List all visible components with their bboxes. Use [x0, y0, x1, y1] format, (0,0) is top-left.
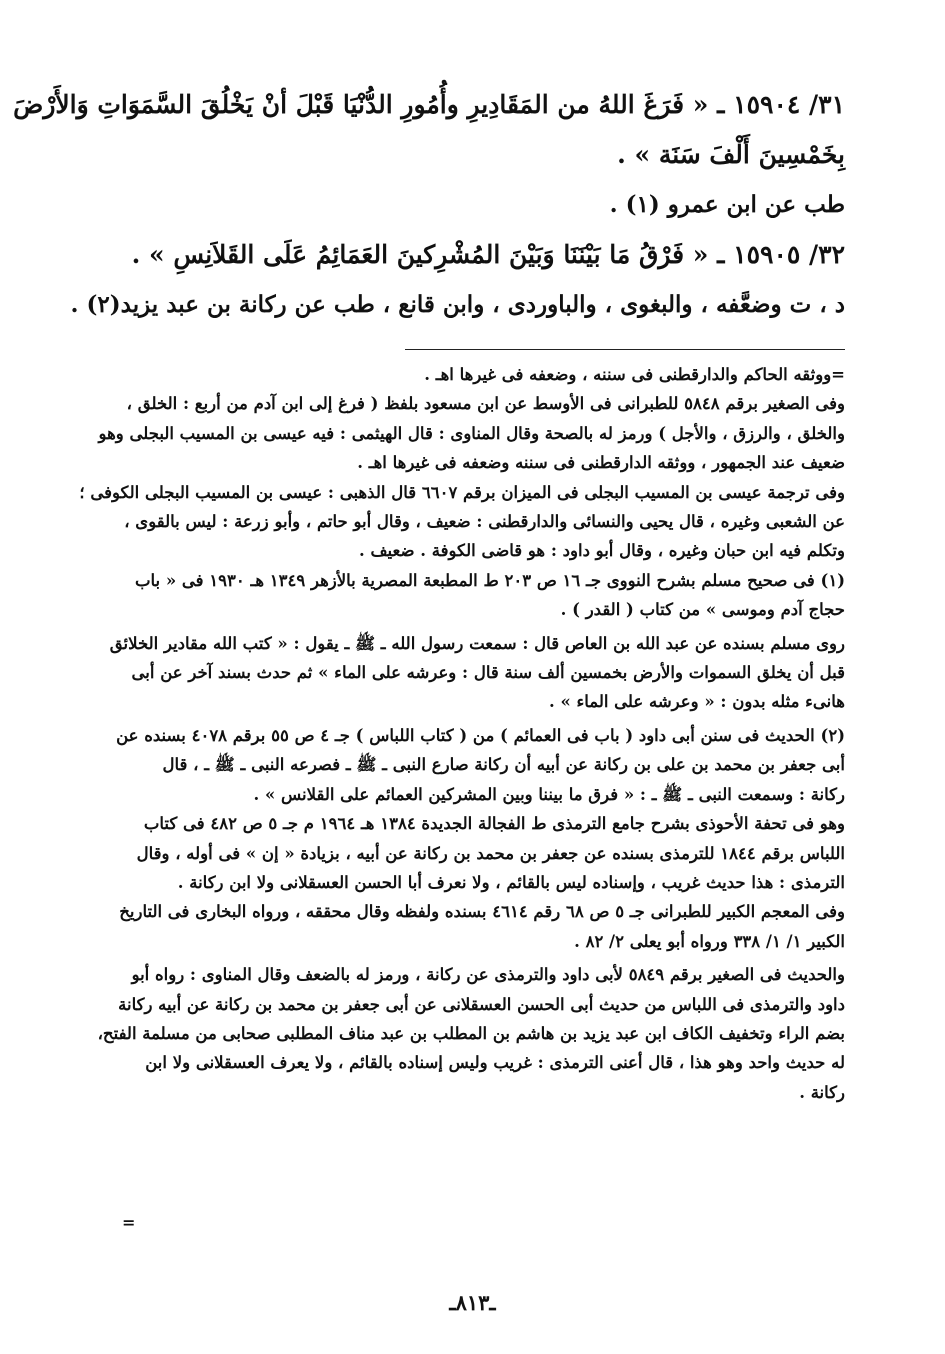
footnote-line: (١) فى صحيح مسلم بشرح النووى جـ ١٦ ص ٢٠٣ ط المطبعة المصرية بالأزهر ١٣٤٩ هـ ١٩٣٠ فى « باب [134, 570, 845, 590]
footnote-line: وهو فى تحفة الأحوذى بشرح جامع الترمذى ط الفجالة الجديدة ١٣٨٤ هـ ١٩٦٤ م جـ ٥ ص ٤٨٢ فى كتاب [143, 814, 845, 834]
footnote-line: أبى جعفر بن محمد بن على بن ركانة عن أبيه أن ركانة صارع النبى ـ ﷺ ـ فصرعه النبى ـ ﷺ ـ ، قال [162, 755, 845, 775]
footnote-line: وفى ترجمة عيسى بن المسيب البجلى فى الميزان برقم ٦٦٠٧ قال الذهبى : عيسى بن المسيب البجلى الكوفى ؛ [79, 482, 845, 502]
footnote-separator [405, 349, 845, 350]
hadith-15904-source: طب عن ابن عمرو (١) . [609, 191, 845, 218]
footnote-line: الترمذى : هذا حديث غريب ، وإسناده ليس بالقائم ، ولا نعرف أبا الحسن العسقلانى ولا ابن ركانة . [177, 872, 845, 892]
footnote-line: والحديث فى الصغير برقم ٥٨٤٩ لأبى داود والترمذى عن ركانة ، ورمز له بالضعف وقال المناوى : رواه أبو [131, 965, 845, 985]
continuation-mark: = [122, 1213, 136, 1232]
hadith-15904-line-1: ٣١/ ١٥٩٠٤ ـ « فَرَغَ اللهُ من المَقَادِيرِ وأُمُورِ الدُّنْيَا قَبْلَ أنْ يَخْلُقَ السَّمَوَاتِ وَالأَرْضَ [13, 90, 845, 119]
footnote-line: ركانة . [799, 1082, 845, 1102]
footnote-line: قبل أن يخلق السموات والأرض بخمسين ألف سنة قال : وعرشه على الماء » ثم حدث بسند آخر عن أبى [131, 663, 845, 683]
footnote-line: بضم الراء وتخفيف الكاف ابن عبد يزيد بن هاشم بن المطلب بن عبد مناف المطلبى صحابى من مسلمة الفتح، [97, 1023, 845, 1043]
footnote-line: ركانة : وسمعت النبى ـ ﷺ ـ : « فرق ما بيننا وبين المشركين العمائم على القلانس » . [253, 784, 845, 804]
footnote-line: اللباس برقم ١٨٤٤ للترمذى بسنده عن جعفر بن محمد بن ركانة عن أبيه ، بزيادة « إن » فى أوله ، وقال [136, 843, 845, 863]
footnote-line: هانىء مثله بدون : « وعرشه على الماء » . [548, 692, 845, 712]
footnote-line: =ووثقه الحاكم والدارقطنى فى سننه ، وضعفه فى غيرها اهـ . [424, 365, 845, 384]
footnote-line: الكبير ١/ ١/ ٣٣٨ ورواه أبو يعلى ٢/ ٨٢ . [574, 931, 845, 951]
footnote-line: داود والترمذى فى اللباس من حديث أبى الحسن العسقلانى عن أبى جعفر بن محمد بن ركانة عن أبيه ركانة [118, 994, 845, 1014]
footnote-line: حجاج آدم وموسى » من كتاب ( القدر ) . [560, 600, 845, 620]
main-text [13, 80, 845, 330]
footnote-line: (٢) الحديث فى سنن أبى داود ( باب فى العمائم ) من ( كتاب اللباس ) جـ ٤ ص ٥٥ برقم ٤٠٧٨ بسنده عن [116, 725, 845, 745]
footnote-line: وتكلم فيه ابن حبان وغيره ، وقال أبو داود : هو قاضى الكوفة . ضعيف . [358, 541, 845, 561]
footnote-line: روى مسلم بسنده عن عبد الله بن العاص قال : سمعت رسول الله ـ ﷺ ـ يقول : « كتب الله مقادير الخلائق [109, 633, 845, 653]
footnote-line: عن الشعبى وغيره ، قال يحيى والنسائى والدارقطنى : ضعيف ، وقال أبو حاتم ، وأبو زرعة : ليس بالقوى ، [124, 512, 845, 532]
footnotes [79, 360, 845, 1107]
footnote-line: له حديث واحد وهو هذا ، قال أعنى الترمذى : غريب وليس إسناده بالقائم ، ولا يعرف العسقلانى ولا ابن [145, 1053, 845, 1073]
hadith-15905-text: ٣٢/ ١٥٩٠٥ ـ « فَرْقُ مَا بَيْنَنَا وَبَيْنَ المُشْرِكينَ العَمَائِمُ عَلَى القَلاَنِسِ » . [131, 240, 845, 269]
footnote-line: ضعيف عند الجمهور ، ووثقه الدارقطنى فى سننه وضعفه فى غيرها اهـ . [357, 453, 845, 473]
hadith-15905-source: د ، ت وضعَّفه ، والبغوى ، والباوردى ، وابن قانع ، طب عن ركانة بن عبد يزيد(٢) . [70, 291, 845, 318]
footnote-line: وفى الصغير برقم ٥٨٤٨ للطبرانى فى الأوسط عن ابن مسعود بلفظ ( فرغ إلى ابن آدم من أربع : الخلق ، [126, 394, 845, 414]
footnote-line: وفى المعجم الكبير للطبرانى جـ ٥ ص ٦٨ رقم ٤٦١٤ بسنده ولفظه وقال محققه ، ورواه البخارى فى التاريخ [119, 902, 845, 922]
hadith-15904-line-2: بِخَمْسِينَ أَلْفَ سَنَة » . [617, 140, 845, 169]
page-number: ـ٨١٣ـ [449, 1290, 496, 1315]
footnote-line: والخلق ، والرزق ، والأجل ) ورمز له بالصحة وقال المناوى : قال الهيثمى : فيه عيسى بن المسيب البجلى وهو [98, 423, 845, 443]
